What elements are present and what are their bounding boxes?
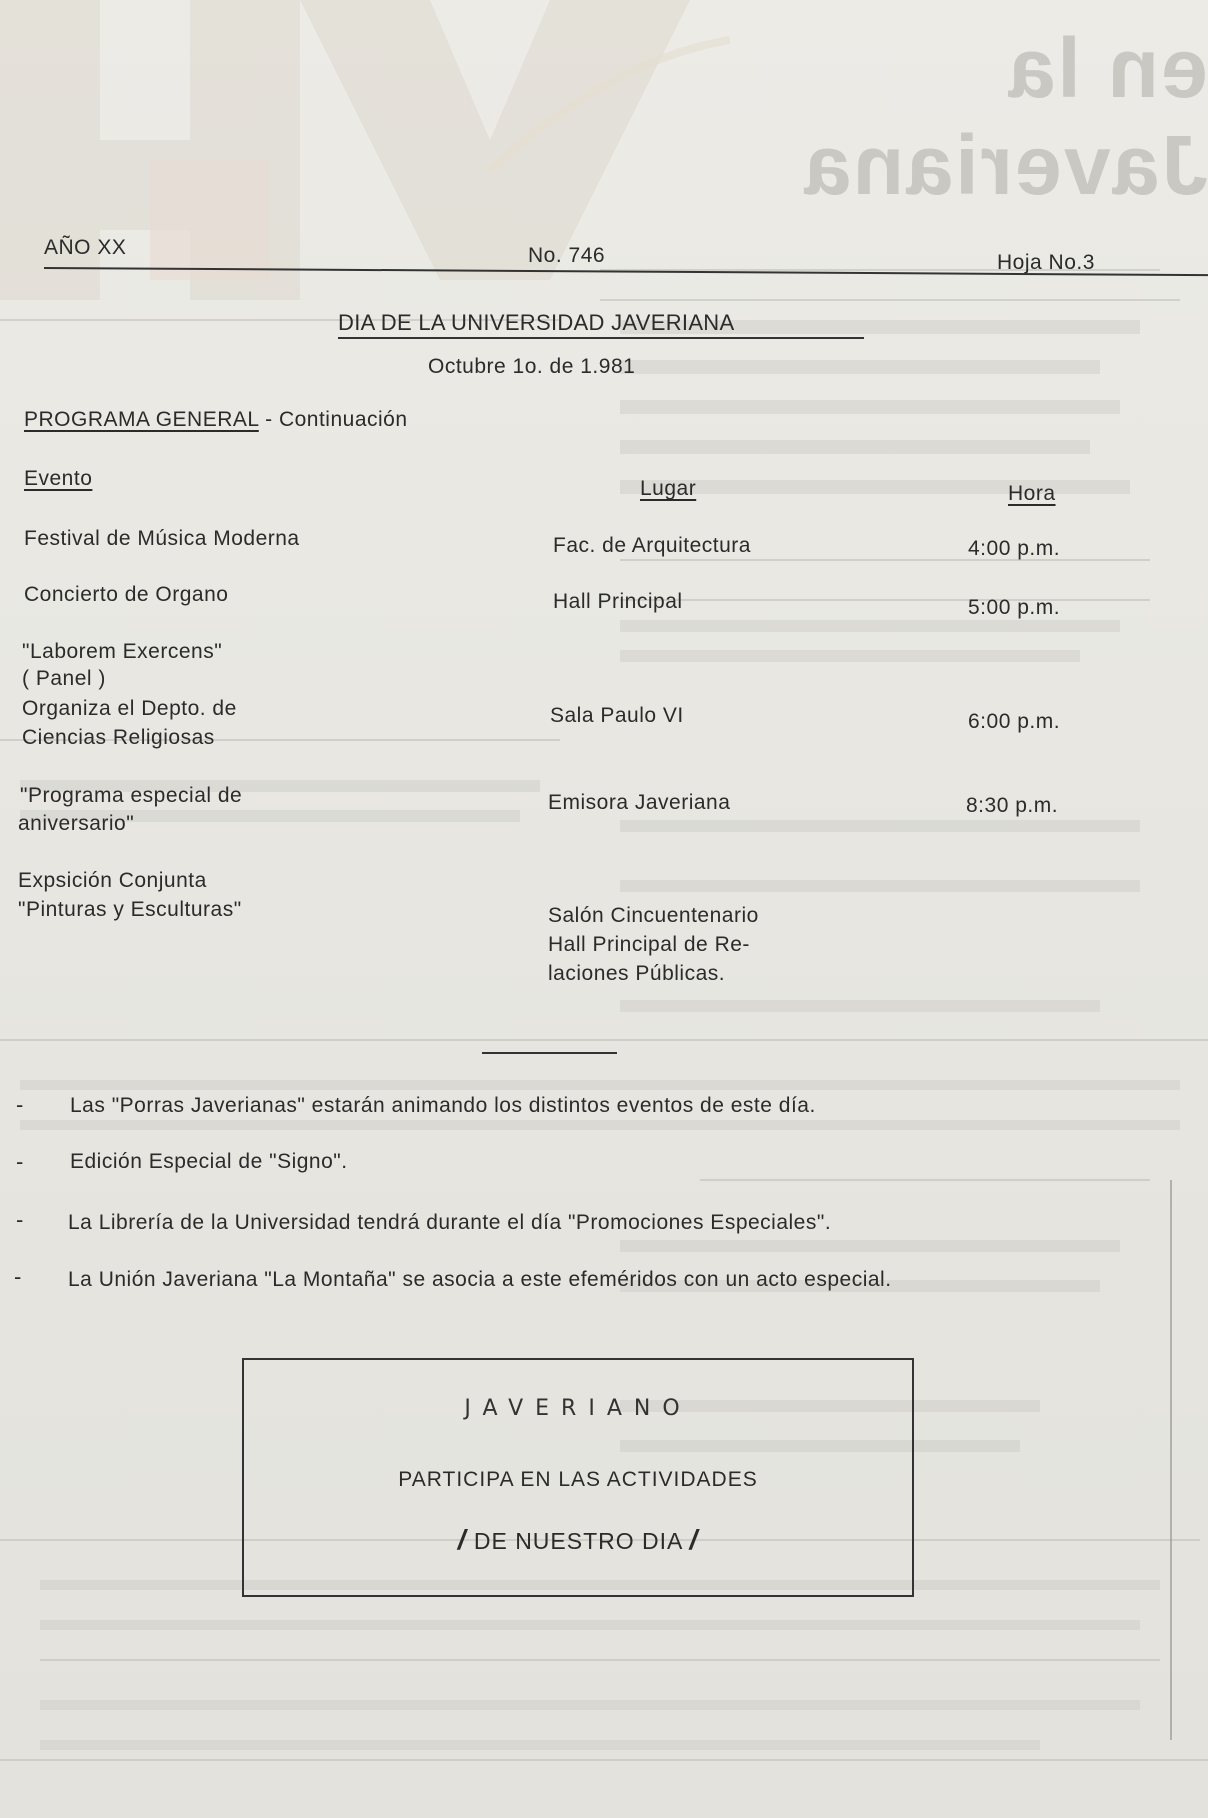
slogan-open-mark: / — [457, 1524, 467, 1555]
event-time: 8:30 p.m. — [966, 794, 1059, 817]
note-marker: - — [16, 1149, 24, 1174]
event-place: Emisora Javeriana — [548, 791, 731, 814]
event-name: Expsición Conjunta — [18, 869, 207, 892]
column-header-event: Evento — [24, 467, 93, 490]
event-place-line: laciones Públicas. — [548, 962, 726, 985]
note-marker: - — [14, 1264, 22, 1289]
title-underline — [338, 337, 864, 339]
event-place: Hall Principal — [553, 590, 683, 613]
event-name-line: "Pinturas y Esculturas" — [18, 898, 242, 921]
slogan-text: DE NUESTRO DIA — [466, 1528, 690, 1554]
event-time: 4:00 p.m. — [968, 537, 1061, 560]
event-name: Concierto de Organo — [24, 583, 229, 606]
event-place: Fac. de Arquitectura — [553, 534, 751, 557]
event-place: Salón Cincuentenario — [548, 904, 759, 927]
section-divider — [482, 1052, 617, 1054]
event-name: Festival de Música Moderna — [24, 527, 300, 550]
event-place: Sala Paulo VI — [550, 704, 684, 727]
issue-number: No. 746 — [528, 244, 606, 267]
event-time: 6:00 p.m. — [968, 710, 1061, 733]
note-marker: - — [16, 1207, 24, 1232]
note-marker: - — [16, 1092, 24, 1117]
page-edge-line — [1170, 1180, 1172, 1740]
event-time: 5:00 p.m. — [968, 596, 1061, 619]
program-heading — [24, 408, 408, 432]
event-date: Octubre 1o. de 1.981 — [428, 355, 636, 378]
sheet-number: Hoja No.3 — [997, 251, 1095, 274]
event-organizer-line: Ciencias Religiosas — [22, 726, 215, 749]
event-name: "Programa especial de — [20, 784, 243, 807]
announcement-line: PARTICIPA EN LAS ACTIVIDADES — [398, 1468, 758, 1491]
program-heading-main: PROGRAMA GENERAL — [24, 408, 259, 431]
event-organizer: Organiza el Depto. de — [22, 697, 237, 720]
event-name-line: aniversario" — [18, 812, 135, 835]
column-header-time: Hora — [1008, 482, 1056, 505]
event-name: "Laborem Exercens" — [22, 640, 223, 663]
note-item: Las "Porras Javerianas" estarán animando los distintos eventos de este día. — [70, 1094, 816, 1117]
page-title: DIA DE LA UNIVERSIDAD JAVERIANA — [338, 310, 735, 335]
program-heading-suffix: - Continuación — [265, 408, 408, 431]
announcement-box — [242, 1358, 914, 1597]
note-item: La Unión Javeriana "La Montaña" se asocia a este efeméridos con un acto especial. — [68, 1268, 892, 1291]
slogan-close-mark: / — [689, 1524, 699, 1555]
note-item: La Librería de la Universidad tendrá durante el día "Promociones Especiales". — [68, 1211, 832, 1234]
column-header-place: Lugar — [640, 477, 697, 500]
issue-year: AÑO XX — [44, 236, 127, 259]
event-name-line: ( Panel ) — [22, 667, 106, 690]
event-place-line: Hall Principal de Re- — [548, 933, 750, 956]
note-item: Edición Especial de "Signo". — [70, 1150, 348, 1173]
announcement-title: JAVERIANO — [464, 1396, 692, 1421]
announcement-slogan — [244, 1524, 912, 1556]
bleed-through-heading: en la Javeriana — [802, 21, 1208, 212]
